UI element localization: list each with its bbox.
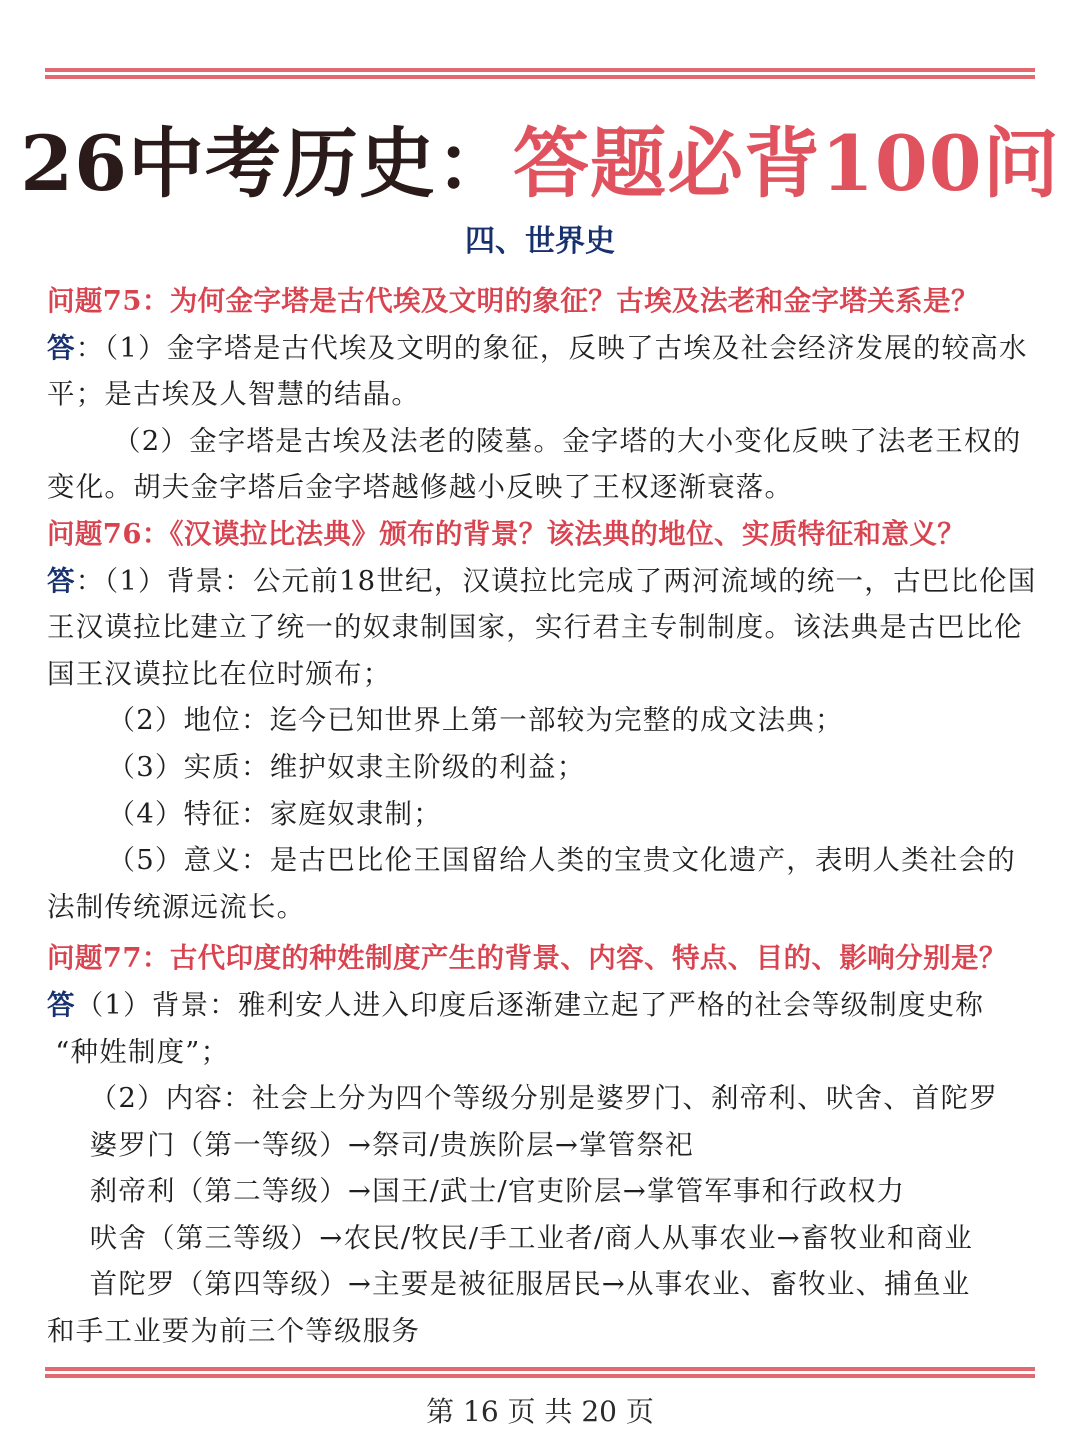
question-76: 问题76：《汉谟拉比法典》颁布的背景？该法典的地位、实质特征和意义？	[47, 517, 966, 550]
caste-line-5: 和手工业要为前三个等级服务	[47, 1315, 421, 1348]
answer-label: 答	[47, 988, 76, 1021]
answer-label: 答	[47, 564, 76, 597]
top-double-rule	[45, 68, 1035, 79]
answer-76-part-3: （3）实质：维护奴隶主阶级的利益；	[107, 750, 586, 783]
caste-line-1: 婆罗门（第一等级）→祭司/贵族阶层→掌管祭祀	[89, 1128, 694, 1161]
answer-76-part-2: （2）地位：迄今已知世界上第一部较为完整的成文法典；	[107, 704, 844, 737]
answer-76-part-4: （4）特征：家庭奴隶制；	[107, 797, 442, 830]
answer-76-part-5-cont: 法制传统源远流长。	[47, 890, 306, 923]
answer-76-text-1: ：（1）背景：公元前18世纪，汉谟拉比完成了两河流域的统一，古巴比伦国王汉谟拉比建立了统一的奴隶制国家，实行君主专制制度。该法典是古巴比伦国王汉谟拉比在位时颁布；	[47, 564, 1037, 690]
caste-line-2: 刹帝利（第二等级）→国王/武士/官吏阶层→掌管军事和行政权力	[89, 1175, 906, 1208]
answer-75-part-1	[47, 325, 1037, 418]
section-heading: 四、世界史	[465, 224, 615, 259]
bottom-double-rule	[45, 1367, 1035, 1378]
page-title	[0, 118, 1080, 210]
caste-line-3: 吠舍（第三等级）→农民/牧民/手工业者/商人从事农业→畜牧业和商业	[89, 1221, 974, 1254]
question-75: 问题75：为何金字塔是古代埃及文明的象征？古埃及法老和金字塔关系是？	[47, 285, 979, 317]
caste-line-4: 首陀罗（第四等级）→主要是被征服居民→从事农业、畜牧业、捕鱼业	[89, 1268, 971, 1301]
page-number: 第 16 页 共 20 页	[426, 1395, 654, 1428]
question-77: 问题77：古代印度的种姓制度产生的背景、内容、特点、目的、影响分别是？	[47, 942, 1007, 975]
answer-label: 答	[47, 331, 76, 364]
answer-77-part-2: （2）内容：社会上分为四个等级分别是婆罗门、刹帝利、吠舍、首陀罗	[89, 1082, 999, 1115]
title-highlight: 答题必背100问	[513, 119, 1060, 208]
answer-77-part-1-cont: “种姓制度”；	[55, 1035, 230, 1068]
content-body	[47, 278, 1037, 1355]
answer-77-part-1	[47, 982, 1037, 1029]
answer-75-text-1: ：（1）金字塔是古代埃及文明的象征，反映了古埃及社会经济发展的较高水平；是古埃及人智慧的结晶。	[47, 331, 1028, 411]
answer-76-part-1	[47, 558, 1037, 698]
answer-76-part-5: （5）意义：是古巴比伦王国留给人类的宝贵文化遗产，表明人类社会的	[107, 844, 1016, 877]
answer-75-part-2: （2）金字塔是古埃及法老的陵墓。金字塔的大小变化反映了法老王权的变化。胡夫金字塔后金字塔越修越小反映了王权逐渐衰落。	[47, 424, 1022, 504]
title-prefix: 26中考历史：	[20, 119, 514, 208]
answer-77-text-1: （1）背景：雅利安人进入印度后逐渐建立起了严格的社会等级制度史称	[75, 988, 985, 1021]
